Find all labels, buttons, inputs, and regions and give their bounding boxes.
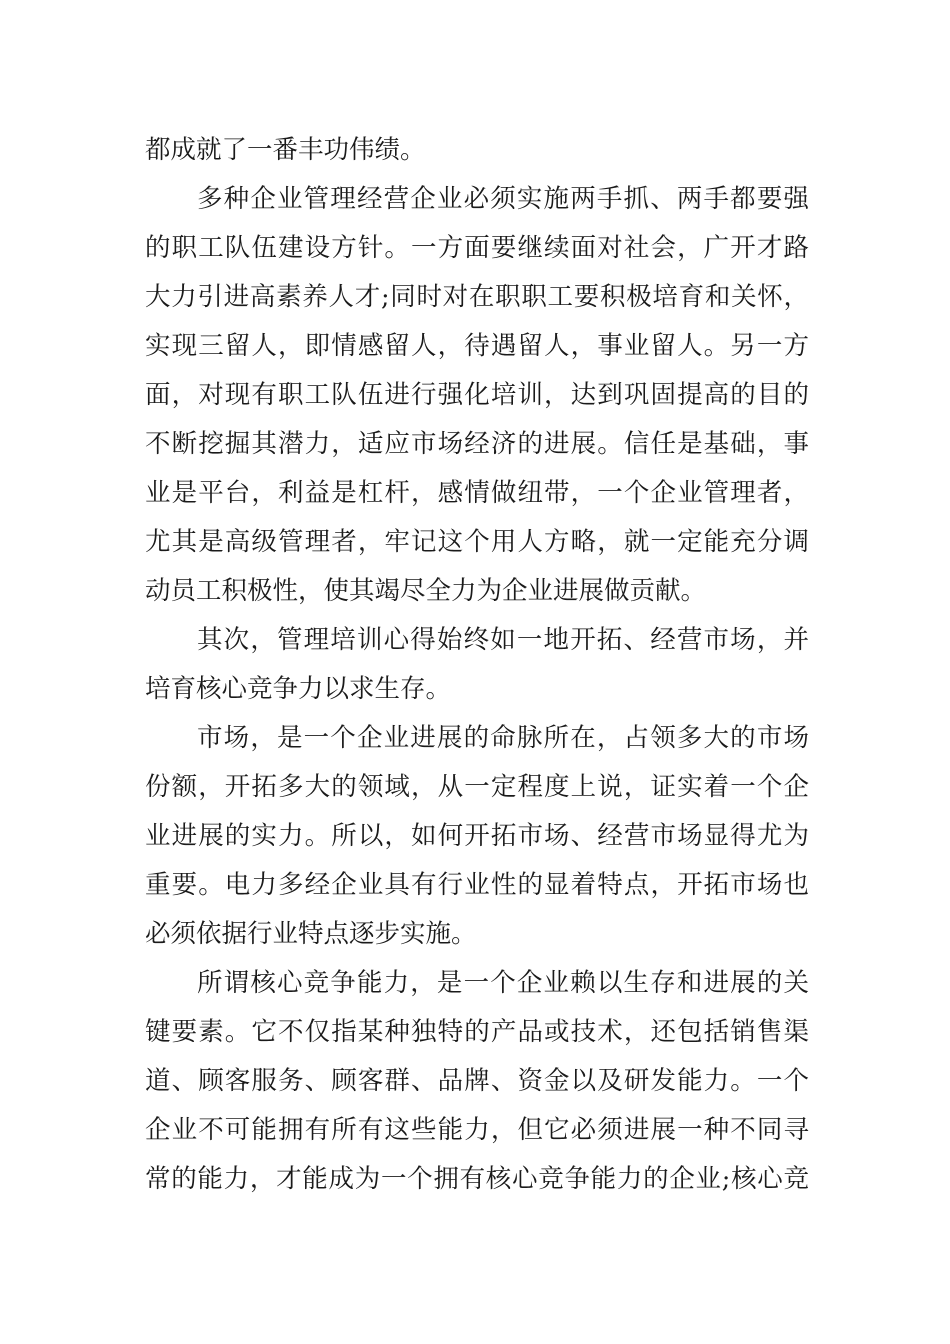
text-line: 实现三留人，即情感留人，待遇留人，事业留人。另一方 bbox=[145, 331, 809, 361]
text-line: 所谓核心竞争能力，是一个企业赖以生存和进展的关 bbox=[197, 968, 809, 998]
text-line: 常的能力，才能成为一个拥有核心竞争能力的企业;核心竞 bbox=[145, 1164, 809, 1194]
text-line: 键要素。它不仅指某种独特的产品或技术，还包括销售渠 bbox=[145, 1017, 809, 1047]
text-line: 业进展的实力。所以，如何开拓市场、经营市场显得尤为 bbox=[145, 821, 809, 851]
text-line: 培育核心竞争力以求生存。 bbox=[145, 674, 452, 704]
text-line: 的职工队伍建设方针。一方面要继续面对社会，广开才路 bbox=[145, 233, 809, 263]
text-line: 动员工积极性，使其竭尽全力为企业进展做贡献。 bbox=[145, 576, 707, 606]
text-line: 多种企业管理经营企业必须实施两手抓、两手都要强 bbox=[197, 184, 809, 214]
text-line: 必须依据行业特点逐步实施。 bbox=[145, 919, 477, 949]
text-line: 不断挖掘其潜力，适应市场经济的进展。信任是基础，事 bbox=[145, 429, 809, 459]
text-line: 大力引进高素养人才;同时对在职职工要积极培育和关怀， bbox=[145, 282, 809, 312]
text-line: 其次，管理培训心得始终如一地开拓、经营市场，并 bbox=[197, 625, 809, 655]
text-line: 企业不可能拥有所有这些能力，但它必须进展一种不同寻 bbox=[145, 1115, 809, 1145]
text-line: 市场，是一个企业进展的命脉所在，占领多大的市场 bbox=[197, 723, 809, 753]
text-line: 重要。电力多经企业具有行业性的显着特点，开拓市场也 bbox=[145, 870, 809, 900]
text-line: 道、顾客服务、顾客群、品牌、资金以及研发能力。一个 bbox=[145, 1066, 809, 1096]
text-line: 份额，开拓多大的领域，从一定程度上说，证实着一个企 bbox=[145, 772, 809, 802]
text-line: 面，对现有职工队伍进行强化培训，达到巩固提高的目的 bbox=[145, 380, 809, 410]
text-line: 业是平台，利益是杠杆，感情做纽带，一个企业管理者， bbox=[145, 478, 809, 508]
body-text bbox=[145, 126, 809, 1204]
text-line: 尤其是高级管理者，牢记这个用人方略，就一定能充分调 bbox=[145, 527, 809, 557]
text-line: 都成就了一番丰功伟绩。 bbox=[145, 135, 426, 165]
